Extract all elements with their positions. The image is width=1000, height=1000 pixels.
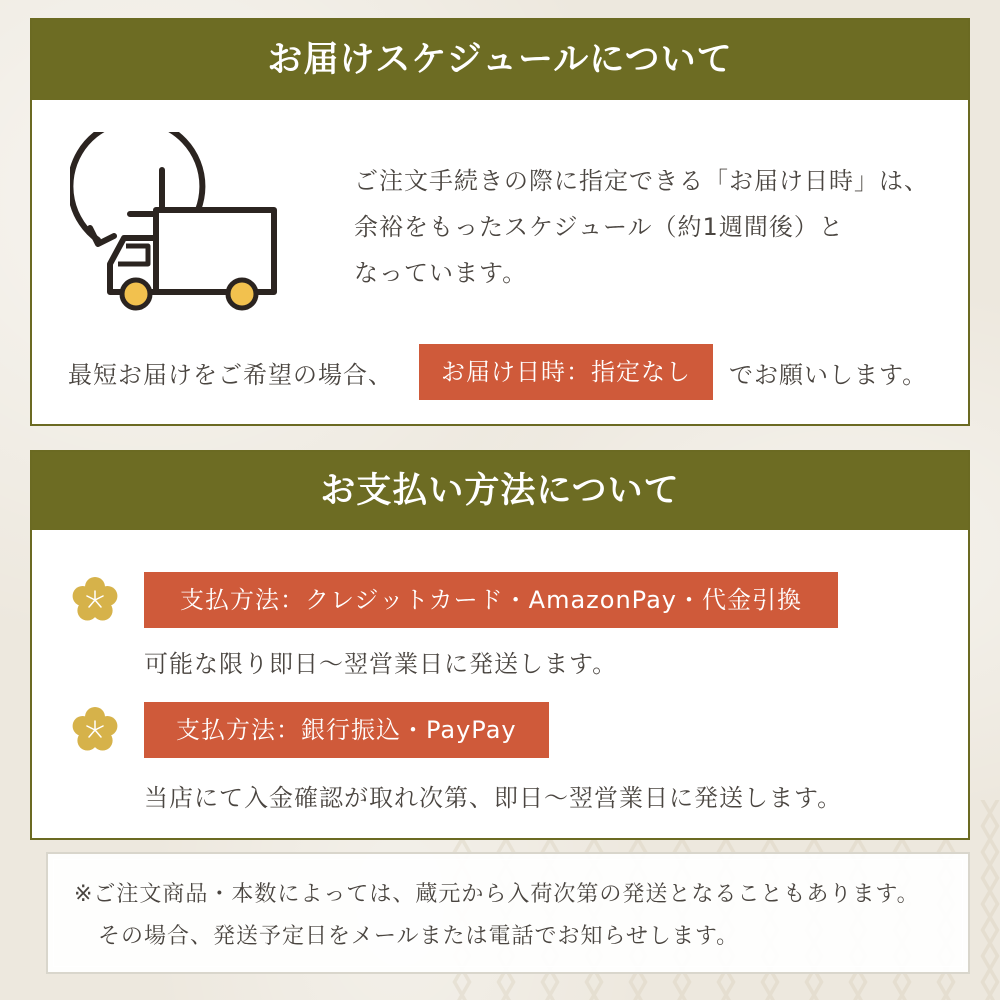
fastest-delivery-suffix: でお願いします。 <box>729 360 928 389</box>
plum-flower-icon <box>72 577 118 623</box>
shipping-notice-box <box>46 852 970 974</box>
payment-methods-panel <box>30 450 970 840</box>
schedule-description <box>354 158 954 296</box>
fastest-delivery-prefix: 最短お届けをご希望の場合、 <box>68 360 393 389</box>
payment-method-description: 当店にて入金確認が取れ次第、即日〜翌営業日に発送します。 <box>144 784 843 812</box>
payment-method-row <box>72 572 838 628</box>
payment-method-row <box>72 702 549 758</box>
schedule-line-2: 余裕をもったスケジュール（約1週間後）と <box>354 213 844 241</box>
clock-truck-icon <box>70 132 280 312</box>
fastest-delivery-note <box>68 344 927 400</box>
shipping-notice-line-1: ※ご注文商品・本数によっては、蔵元から入荷次第の発送となることもあります。 <box>74 882 920 907</box>
delivery-schedule-title: お届けスケジュールについて <box>32 20 968 100</box>
schedule-line-3: なっています。 <box>354 259 528 287</box>
plum-flower-icon <box>72 707 118 753</box>
payment-method-description: 可能な限り即日〜翌営業日に発送します。 <box>144 650 618 678</box>
payment-method-badge-bank: 支払方法：銀行振込・PayPay <box>144 702 549 758</box>
payment-methods-title: お支払い方法について <box>32 452 968 530</box>
shipping-notice-line-2: その場合、発送予定日をメールまたは電話でお知らせします。 <box>98 924 740 949</box>
delivery-schedule-panel <box>30 18 970 426</box>
schedule-line-1: ご注文手続きの際に指定できる「お届け日時」は、 <box>354 167 929 195</box>
payment-method-badge-card: 支払方法：クレジットカード・AmazonPay・代金引換 <box>144 572 838 628</box>
no-date-specified-badge: お届け日時：指定なし <box>419 344 713 400</box>
